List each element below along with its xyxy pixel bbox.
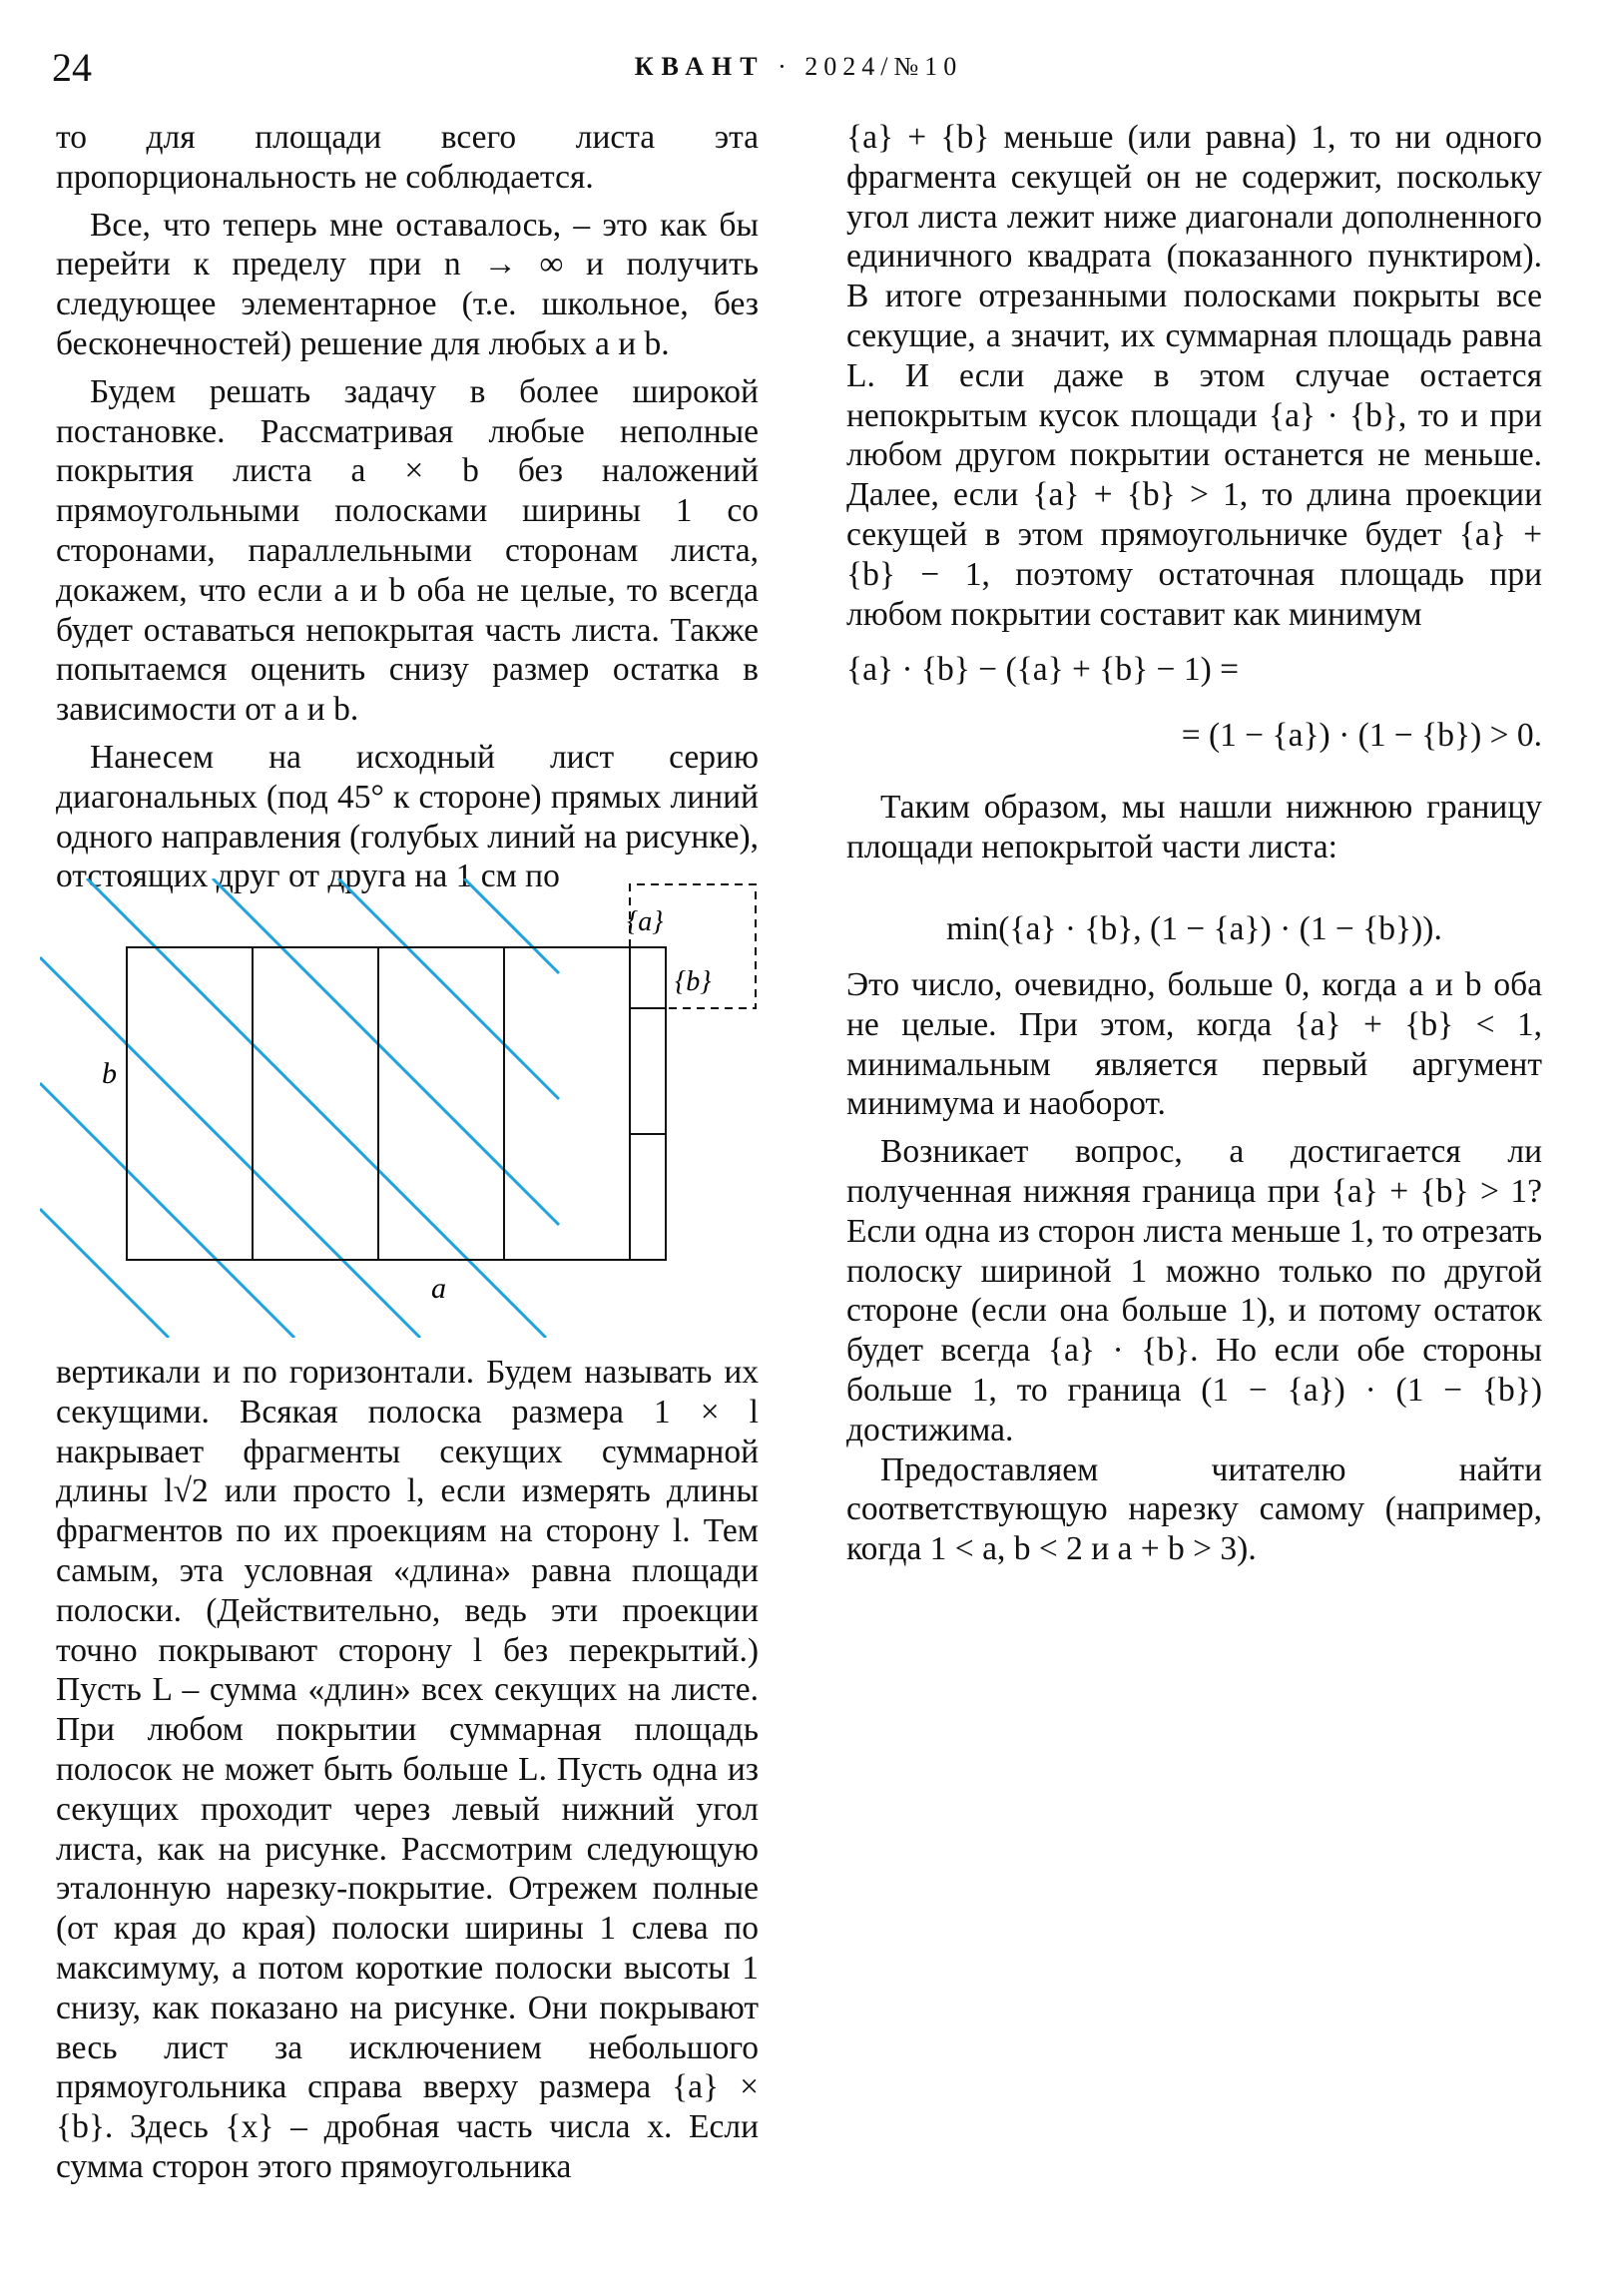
secant-line — [213, 878, 559, 1225]
left-column-top — [56, 118, 759, 896]
running-header — [0, 52, 1597, 82]
paragraph: Нанесем на исходный лист серию диагональных (под 45° к стороне) прямых линий одного направления (голубых линий на рисунке), отстоящих друг от друга на 1 см по — [56, 738, 759, 895]
issue-label: · 2024/№10 — [778, 52, 963, 81]
magazine-name: КВАНТ — [634, 52, 766, 81]
figure-diagram — [40, 878, 779, 1338]
formula-line-1: {a} · {b} − ({a} + {b} − 1) = — [846, 651, 1240, 689]
paragraph: Будем решать задачу в более широкой постановке. Рассматривая любые неполные покрытия листа a × b без наложений прямоугольными полосками ширины 1 со сторонами, параллельными сторонам листа, докажем, что если a и b оба не целые, то всегда будет оставаться непокрытая часть листа. Также попытаемся оценить снизу размер остатка в зависимости от a и b. — [56, 372, 759, 729]
right-column-top — [846, 118, 1542, 1569]
secant-line — [464, 878, 559, 973]
page-number: 24 — [52, 45, 92, 90]
formula-line-2: = (1 − {a}) · (1 − {b}) > 0. — [1181, 717, 1542, 755]
formula-min: min({a} · {b}, (1 − {a}) · (1 − {b})). — [946, 909, 1442, 947]
paragraph: Таким образом, мы нашли нижнюю границу площади непокрытой части листа: — [846, 789, 1542, 866]
secant-line — [40, 1209, 169, 1338]
secant-line — [40, 957, 420, 1338]
paragraph: Это число, очевидно, больше 0, когда a и b оба не целые. При этом, когда {a} + {b} < 1, минимальным является первый аргумент минимума и наоборот. — [846, 965, 1542, 1123]
label-frac-a: {a} — [627, 906, 664, 937]
label-a: a — [431, 1272, 446, 1305]
paragraph: Возникает вопрос, а достигается ли полученная нижняя граница при {a} + {b} > 1? Если одна из сторон листа меньше 1, то отрезать полоску шириной 1 можно только по другой стороне (если она больше 1), и потому остаток будет всегда {a} · {b}. Но если обе стороны больше 1, то граница (1 − {a}) · (1 − {b}) достижима. — [846, 1133, 1542, 1448]
secant-line — [338, 878, 559, 1099]
paragraph: вертикали и по горизонтали. Будем называть их секущими. Всякая полоска размера 1 × l накрывает фрагменты секущих суммарной длины l√2 или просто l, если измерять длины фрагментов по их проекциям на сторону l. Тем самым, эта условная «длина» равна площади полоски. (Действительно, ведь эти проекции точно покрывают сторону l без перекрытий.) Пусть L – сумма «длин» всех секущих на листе. При любом покрытии суммарная площадь полосок не может быть больше L. Пусть одна из секущих проходит через левый нижний угол листа, как на рисунке. Рассмотрим следующую эталонную нарезку-покрытие. Отрежем полные (от края до края) полоски ширины 1 слева по максимуму, а потом короткие полоски высоты 1 снизу, как показано на рисунке. Они покрывают весь лист за исключением небольшого прямоугольника справа вверху размера {a} × {b}. Здесь {x} – дробная часть числа x. Если сумма сторон этого прямоугольника — [56, 1354, 759, 2185]
sheet-rectangle — [127, 947, 666, 1260]
paragraph: то для площади всего листа эта пропорциональность не соблюдается. — [56, 119, 759, 196]
paragraph: Предоставляем читателю найти соответствующую нарезку самому (например, когда 1 < a, b < 2 и a + b > 3). — [846, 1450, 1542, 1568]
left-column-bottom — [56, 1353, 759, 2187]
paragraph: {a} + {b} меньше (или равна) 1, то ни одного фрагмента секущей он не содержит, поскольку угол листа лежит ниже диагонали дополненного единичного квадрата (показанного пунктиром). В итоге отрезанными полосками покрыты все секущие, а значит, их суммарная площадь равна L. И если даже в этом случае остается непокрытым кусок площади {a} · {b}, то и при любом другом покрытии останется не меньше. Далее, если {a} + {b} > 1, то длина проекции секущей в этом прямоугольничке будет {a} + {b} − 1, поэтому остаточная площадь при любом покрытии составит как минимум — [846, 119, 1542, 633]
label-frac-b: {b} — [675, 966, 712, 997]
secant-line — [40, 1083, 294, 1338]
paragraph: Все, что теперь мне оставалось, – это как бы перейти к пределу при n → ∞ и получить следующее элементарное (т.е. школьное, без бесконечностей) решение для любых a и b. — [56, 206, 759, 362]
label-b: b — [102, 1057, 117, 1090]
